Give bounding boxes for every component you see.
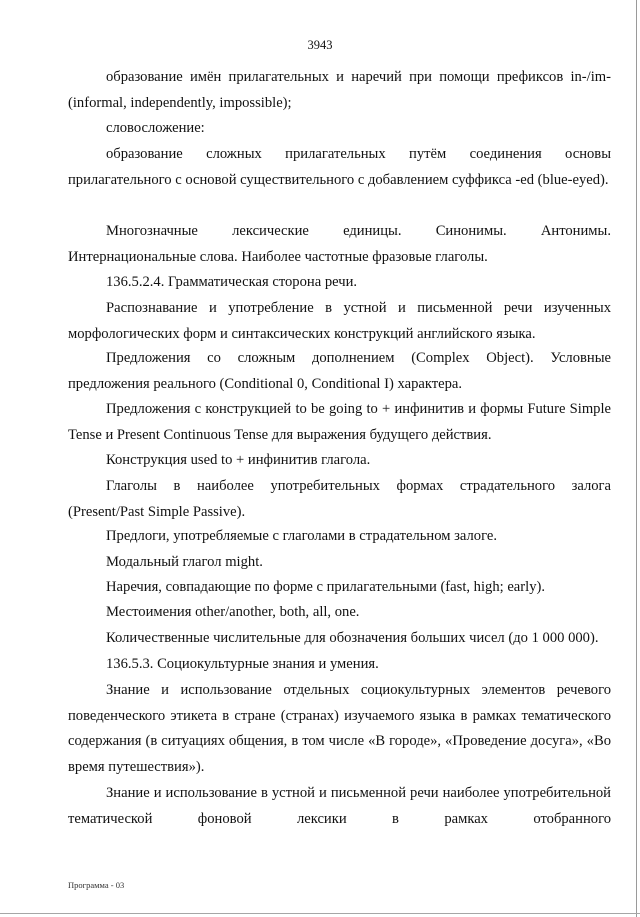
page-number: 3943 (307, 38, 333, 52)
paragraph: Модальный глагол might. (106, 554, 263, 570)
paragraph: Конструкция used to + инфинитив глагола. (106, 452, 371, 468)
page-border-right (636, 0, 637, 917)
paragraph: словосложение: (106, 120, 205, 136)
section-heading: 136.5.2.4. Грамматическая сторона речи. (106, 274, 358, 290)
page-border-bottom (0, 913, 640, 914)
paragraph: Знание и использование отдельных социокультурных элементов речевого поведенческого этикета в стране (странах) изучаемого языка в рамках тематического содержания (в ситуациях общения, в том числе «В городе», «Проведение досуга», «Во время путешествия»). (68, 682, 611, 775)
paragraph: образование имён прилагательных и наречий при помощи префиксов in-/im- (informal, independently, impossible); (68, 69, 611, 111)
paragraph: Распознавание и употребление в устной и письменной речи изученных морфологических форм и синтаксических конструкций английского языка. (68, 300, 611, 342)
paragraph: Местоимения other/another, both, all, one. (106, 604, 360, 620)
paragraph: Наречия, совпадающие по форме с прилагательными (fast, high; early). (106, 579, 546, 595)
paragraph: Предложения со сложным дополнением (Complex Object). Условные предложения реального (Conditional 0, Conditional I) характера. (68, 350, 611, 392)
paragraph: Знание и использование в устной и письменной речи наиболее употребительной тематической фоновой лексики в рамках отобранного (68, 785, 611, 827)
section-heading: 136.5.3. Социокультурные знания и умения. (106, 656, 379, 672)
paragraph: образование сложных прилагательных путём соединения основы прилагательного с основой существительного с добавлением суффикса -ed (blue-eyed). (68, 146, 611, 188)
paragraph: Глаголы в наиболее употребительных формах страдательного залога (Present/Past Simple Passive). (68, 478, 611, 520)
footer-label: Программа - 03 (68, 880, 125, 890)
paragraph: Многозначные лексические единицы. Синонимы. Антонимы. Интернациональные слова. Наиболее частотные фразовые глаголы. (68, 223, 611, 265)
paragraph: Количественные числительные для обозначения больших чисел (до 1 000 000). (106, 630, 599, 646)
paragraph: Предложения с конструкцией to be going to + инфинитив и формы Future Simple Tense и Present Continuous Tense для выражения будущего действия. (68, 401, 611, 443)
paragraph: Предлоги, употребляемые с глаголами в страдательном залоге. (106, 528, 498, 544)
